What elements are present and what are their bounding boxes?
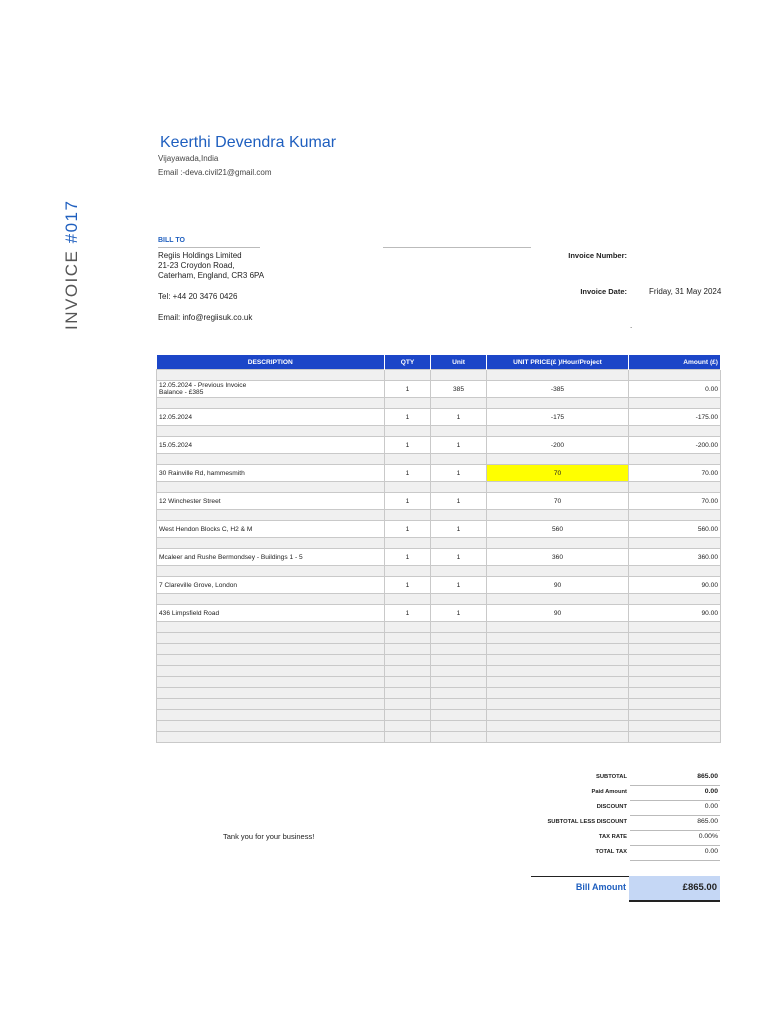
empty-cell — [385, 732, 431, 743]
empty-cell — [385, 633, 431, 644]
empty-cell — [629, 594, 721, 605]
empty-cell — [487, 633, 629, 644]
empty-cell — [385, 482, 431, 493]
empty-cell — [157, 622, 385, 633]
table-spacer-row — [157, 510, 721, 521]
empty-cell — [431, 633, 487, 644]
table-spacer-row — [157, 644, 721, 655]
description-cell — [157, 381, 385, 398]
empty-cell — [385, 655, 431, 666]
empty-cell — [157, 370, 385, 381]
invoice-date: Friday, 31 May 2024 — [649, 287, 722, 296]
empty-cell — [487, 677, 629, 688]
empty-cell — [629, 633, 721, 644]
unit-cell: 1 — [431, 521, 487, 538]
totals-divider — [630, 785, 720, 786]
empty-cell — [431, 699, 487, 710]
empty-cell — [629, 721, 721, 732]
tax-rate-label: TAX RATE — [598, 834, 627, 840]
thank-you-note: Tank you for your business! — [223, 832, 315, 841]
empty-cell — [487, 699, 629, 710]
qty-cell: 1 — [385, 549, 431, 566]
bill-to-company: Regiis Holdings Limited — [158, 251, 242, 260]
paid-value: 0.00 — [704, 788, 718, 795]
description-cell — [157, 577, 385, 594]
header-unit-price: UNIT PRICE(£ )/Hour/Project — [487, 355, 629, 370]
bill-amount-divider — [531, 876, 629, 877]
unit-cell: 1 — [431, 549, 487, 566]
qty-cell: 1 — [385, 409, 431, 426]
empty-cell — [431, 398, 487, 409]
empty-cell — [431, 721, 487, 732]
description-line: 12.05.2024 - Previous Invoice — [159, 382, 247, 389]
description-cell — [157, 409, 385, 426]
table-spacer-row — [157, 666, 721, 677]
sender-location: Vijayawada,India — [158, 154, 219, 163]
header-amount: Amount (£) — [629, 355, 721, 370]
empty-cell — [629, 677, 721, 688]
empty-cell — [431, 510, 487, 521]
empty-cell — [385, 699, 431, 710]
description-line: 436 Limpsfield Road — [159, 609, 220, 617]
empty-cell — [157, 398, 385, 409]
unit-price-cell: 560 — [487, 521, 629, 538]
empty-cell — [487, 721, 629, 732]
amount-cell: 360.00 — [629, 549, 721, 566]
description-cell — [157, 521, 385, 538]
empty-cell — [385, 622, 431, 633]
empty-cell — [157, 710, 385, 721]
empty-cell — [629, 644, 721, 655]
table-spacer-row — [157, 677, 721, 688]
bill-amount-value: £865.00 — [682, 882, 717, 893]
empty-cell — [431, 688, 487, 699]
table-spacer-row — [157, 633, 721, 644]
empty-cell — [385, 721, 431, 732]
qty-cell: 1 — [385, 381, 431, 398]
table-spacer-row — [157, 454, 721, 465]
description-line: 12.05.2024 — [159, 413, 193, 421]
table-row — [157, 437, 721, 454]
qty-cell: 1 — [385, 493, 431, 510]
empty-cell — [487, 426, 629, 437]
qty-cell: 1 — [385, 465, 431, 482]
empty-cell — [431, 594, 487, 605]
total-tax-label: TOTAL TAX — [595, 849, 627, 855]
empty-cell — [157, 633, 385, 644]
amount-cell: 90.00 — [629, 577, 721, 594]
unit-price-cell: 90 — [487, 605, 629, 622]
description-line: West Hendon Blocks C, H2 & M — [159, 525, 253, 533]
empty-cell — [487, 538, 629, 549]
description-cell — [157, 465, 385, 482]
empty-cell — [487, 594, 629, 605]
table-spacer-row — [157, 482, 721, 493]
table-spacer-row — [157, 398, 721, 409]
amount-cell: 0.00 — [629, 381, 721, 398]
empty-cell — [157, 688, 385, 699]
empty-cell — [487, 644, 629, 655]
tax-rate-value: 0.00% — [698, 833, 718, 840]
description-line: 7 Clareville Grove, London — [159, 581, 238, 589]
empty-cell — [487, 622, 629, 633]
empty-cell — [385, 666, 431, 677]
description-line: 30 Rainville Rd, hammesmith — [159, 469, 245, 477]
empty-cell — [157, 721, 385, 732]
table-spacer-row — [157, 655, 721, 666]
invoice-title — [62, 200, 82, 330]
empty-cell — [431, 538, 487, 549]
empty-cell — [487, 370, 629, 381]
empty-cell — [629, 370, 721, 381]
table-row — [157, 549, 721, 566]
totals-divider — [630, 815, 720, 816]
qty-cell: 1 — [385, 521, 431, 538]
invoice-number: #017 — [62, 199, 81, 244]
table-spacer-row — [157, 732, 721, 743]
description-line: 12 Winchester Street — [159, 497, 221, 505]
qty-cell: 1 — [385, 437, 431, 454]
unit-price-cell: -175 — [487, 409, 629, 426]
unit-price-cell: -200 — [487, 437, 629, 454]
unit-cell: 1 — [431, 409, 487, 426]
totals-divider — [630, 800, 720, 801]
unit-price-cell: 70 — [487, 465, 629, 482]
unit-cell: 1 — [431, 605, 487, 622]
empty-cell — [629, 710, 721, 721]
bill-to-label: BILL TO — [158, 237, 185, 244]
empty-cell — [487, 454, 629, 465]
table-spacer-row — [157, 622, 721, 633]
table-row — [157, 521, 721, 538]
invoice-number-label: Invoice Number: — [568, 251, 627, 260]
unit-cell: 1 — [431, 577, 487, 594]
table-row — [157, 465, 721, 482]
empty-cell — [629, 566, 721, 577]
total-tax-value: 0.00 — [704, 848, 718, 855]
amount-cell: 70.00 — [629, 493, 721, 510]
header-description: DESCRIPTION — [157, 355, 385, 370]
empty-cell — [157, 732, 385, 743]
subtotal-label: SUBTOTAL — [595, 774, 627, 780]
description-line: 15.05.2024 — [159, 441, 193, 449]
empty-cell — [629, 538, 721, 549]
header-divider — [383, 247, 531, 248]
empty-cell — [157, 677, 385, 688]
empty-cell — [431, 622, 487, 633]
totals-divider — [630, 830, 720, 831]
bill-to-divider — [158, 247, 260, 248]
empty-cell — [431, 482, 487, 493]
table-row — [157, 381, 721, 398]
empty-cell — [629, 655, 721, 666]
empty-cell — [629, 699, 721, 710]
empty-cell — [385, 688, 431, 699]
qty-cell: 1 — [385, 605, 431, 622]
bill-amount-box — [629, 876, 720, 902]
empty-cell — [487, 566, 629, 577]
table-spacer-row — [157, 538, 721, 549]
subtotal-less-discount-value: 865.00 — [697, 818, 718, 825]
empty-cell — [431, 454, 487, 465]
subtotal-less-discount-label: SUBTOTAL LESS DISCOUNT — [547, 819, 627, 825]
amount-cell: -200.00 — [629, 437, 721, 454]
sender-name: Keerthi Devendra Kumar — [160, 134, 337, 151]
empty-cell — [629, 666, 721, 677]
empty-cell — [431, 644, 487, 655]
description-cell — [157, 493, 385, 510]
bill-to-address2: Caterham, England, CR3 6PA — [158, 271, 265, 280]
discount-label: DISCOUNT — [596, 804, 627, 810]
unit-price-cell: 70 — [487, 493, 629, 510]
paid-label: Paid Amount — [591, 789, 627, 795]
empty-cell — [385, 644, 431, 655]
table-row — [157, 605, 721, 622]
empty-cell — [385, 454, 431, 465]
empty-cell — [157, 510, 385, 521]
table-row — [157, 577, 721, 594]
empty-cell — [385, 426, 431, 437]
table-spacer-row — [157, 426, 721, 437]
empty-cell — [385, 538, 431, 549]
unit-price-cell: 90 — [487, 577, 629, 594]
table-spacer-row — [157, 370, 721, 381]
totals-divider — [630, 860, 720, 861]
empty-cell — [487, 688, 629, 699]
empty-cell — [157, 594, 385, 605]
table-spacer-row — [157, 710, 721, 721]
empty-cell — [487, 732, 629, 743]
unit-cell: 385 — [431, 381, 487, 398]
stray-dot: . — [630, 321, 633, 330]
empty-cell — [157, 655, 385, 666]
amount-cell: 90.00 — [629, 605, 721, 622]
empty-cell — [431, 677, 487, 688]
empty-cell — [629, 688, 721, 699]
empty-cell — [385, 510, 431, 521]
table-spacer-row — [157, 594, 721, 605]
empty-cell — [157, 538, 385, 549]
totals-divider — [630, 845, 720, 846]
subtotal-value: 865.00 — [697, 773, 718, 780]
unit-cell: 1 — [431, 465, 487, 482]
empty-cell — [487, 710, 629, 721]
header-unit: Unit — [431, 355, 487, 370]
empty-cell — [487, 510, 629, 521]
empty-cell — [431, 666, 487, 677]
empty-cell — [157, 482, 385, 493]
discount-value: 0.00 — [704, 803, 718, 810]
bill-to-tel: Tel: +44 20 3476 0426 — [158, 292, 238, 301]
table-spacer-row — [157, 566, 721, 577]
empty-cell — [431, 426, 487, 437]
empty-cell — [629, 622, 721, 633]
amount-cell: 560.00 — [629, 521, 721, 538]
description-cell — [157, 437, 385, 454]
amount-cell: -175.00 — [629, 409, 721, 426]
empty-cell — [629, 426, 721, 437]
empty-cell — [157, 426, 385, 437]
table-header-row — [157, 355, 721, 370]
table-spacer-row — [157, 688, 721, 699]
empty-cell — [487, 482, 629, 493]
empty-cell — [487, 398, 629, 409]
bill-to-address1: 21-23 Croydon Road, — [158, 261, 235, 270]
unit-price-cell: 360 — [487, 549, 629, 566]
bill-amount-label: Bill Amount — [575, 882, 626, 892]
empty-cell — [431, 566, 487, 577]
invoice-word: INVOICE — [62, 249, 81, 330]
description-line: Mcaleer and Rushe Bermondsey - Buildings 1 - 5 — [159, 553, 303, 561]
unit-cell: 1 — [431, 437, 487, 454]
empty-cell — [385, 370, 431, 381]
amount-cell: 70.00 — [629, 465, 721, 482]
qty-cell: 1 — [385, 577, 431, 594]
description-cell — [157, 605, 385, 622]
items-table — [156, 355, 721, 743]
invoice-date-label: Invoice Date: — [580, 287, 627, 296]
bill-to-email: Email: info@regiisuk.co.uk — [158, 313, 253, 322]
empty-cell — [629, 482, 721, 493]
empty-cell — [431, 710, 487, 721]
empty-cell — [157, 666, 385, 677]
empty-cell — [157, 644, 385, 655]
empty-cell — [431, 370, 487, 381]
header-qty: QTY — [385, 355, 431, 370]
empty-cell — [487, 655, 629, 666]
table-spacer-row — [157, 699, 721, 710]
empty-cell — [385, 594, 431, 605]
unit-cell: 1 — [431, 493, 487, 510]
table-spacer-row — [157, 721, 721, 732]
empty-cell — [431, 655, 487, 666]
empty-cell — [157, 566, 385, 577]
sender-email: Email :-deva.civil21@gmail.com — [158, 168, 272, 177]
empty-cell — [487, 666, 629, 677]
empty-cell — [629, 510, 721, 521]
empty-cell — [157, 454, 385, 465]
empty-cell — [431, 732, 487, 743]
table-row — [157, 409, 721, 426]
empty-cell — [385, 710, 431, 721]
empty-cell — [629, 454, 721, 465]
table-row — [157, 493, 721, 510]
empty-cell — [385, 677, 431, 688]
empty-cell — [385, 566, 431, 577]
empty-cell — [157, 699, 385, 710]
description-line: Balance - £385 — [159, 389, 204, 396]
empty-cell — [629, 398, 721, 409]
description-cell — [157, 549, 385, 566]
empty-cell — [385, 398, 431, 409]
unit-price-cell: -385 — [487, 381, 629, 398]
empty-cell — [629, 732, 721, 743]
